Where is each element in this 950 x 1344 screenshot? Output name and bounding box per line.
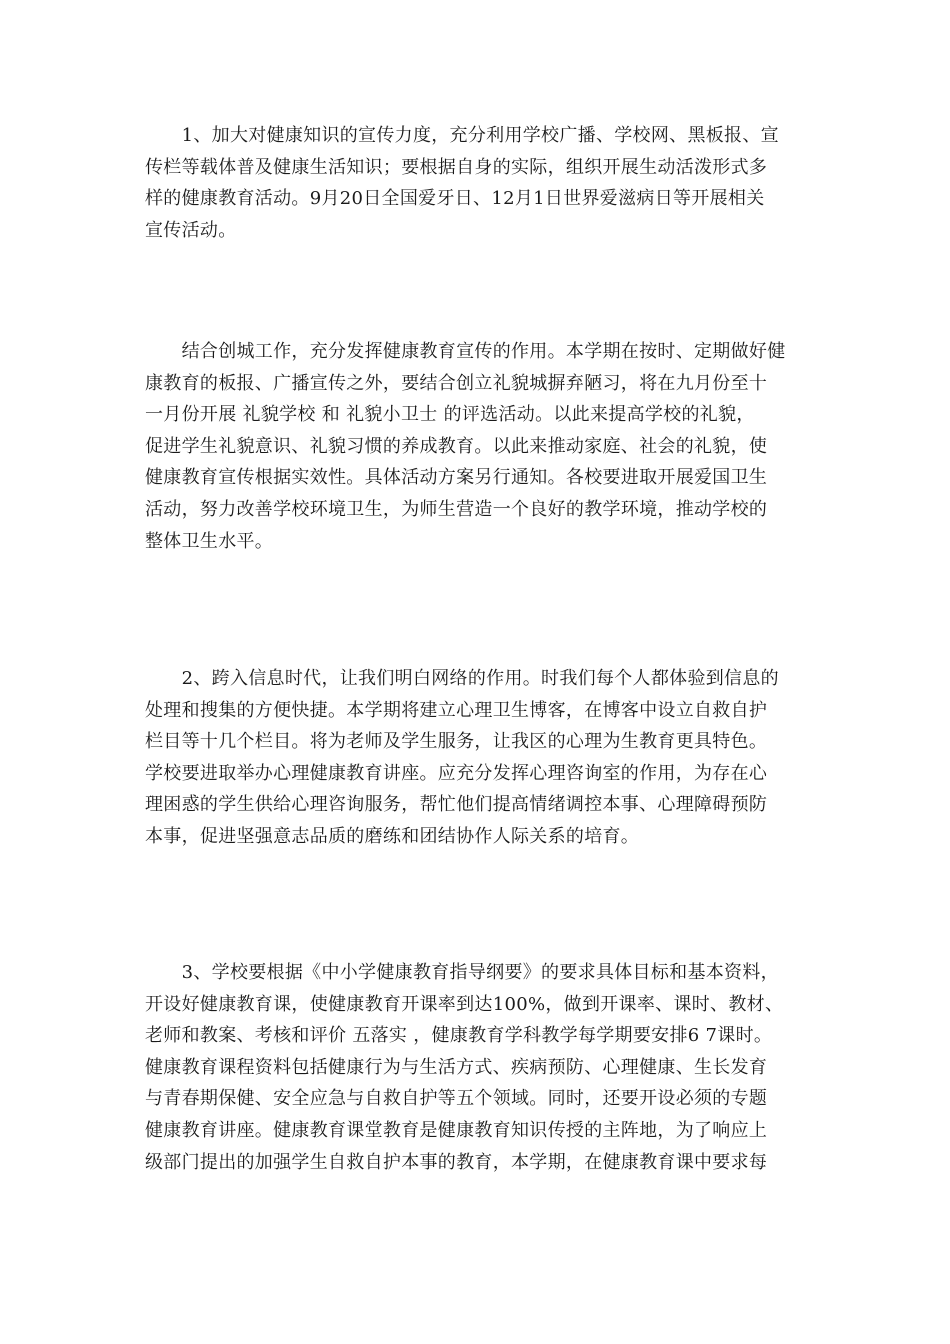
text-line: 3、学校要根据《中小学健康教育指导纲要》的要求具体目标和基本资料， bbox=[145, 962, 779, 983]
text-line: 整体卫生水平。 bbox=[145, 530, 274, 552]
text-line: 促进学生礼貌意识、礼貌习惯的养成教育。以此来推动家庭、社会的礼貌，使 bbox=[145, 435, 768, 457]
text-line: 本事，促进坚强意志品质的磨练和团结协作人际关系的培育。 bbox=[145, 825, 640, 847]
text-line: 健康教育讲座。健康教育课堂教育是健康教育知识传授的主阵地，为了响应上 bbox=[145, 1119, 768, 1141]
paragraph-3 bbox=[145, 663, 805, 853]
text-line: 级部门提出的加强学生自救自护本事的教育，本学期，在健康教育课中要求每 bbox=[145, 1151, 768, 1173]
text-line: 健康教育课程资料包括健康行为与生活方式、疾病预防、心理健康、生长发育 bbox=[145, 1056, 768, 1078]
text-line: 健康教育宣传根据实效性。具体活动方案另行通知。各校要进取开展爱国卫生 bbox=[145, 467, 768, 489]
paragraph-1 bbox=[145, 120, 805, 246]
text-line: 学校要进取举办心理健康教育讲座。应充分发挥心理咨询室的作用，为存在心 bbox=[145, 762, 768, 784]
text-line: 处理和搜集的方便快捷。本学期将建立心理卫生博客，在博客中设立自救自护 bbox=[145, 699, 768, 721]
text-line: 老师和教案、考核和评价 五落实 ，健康教育学科教学每学期要安排6 7课时。 bbox=[145, 1025, 773, 1047]
text-line: 结合创城工作，充分发挥健康教育宣传的作用。本学期在按时、定期做好健 bbox=[145, 341, 786, 362]
text-line: 宣传活动。 bbox=[145, 219, 237, 241]
text-line: 与青春期保健、安全应急与自救自护等五个领域。同时，还要开设必须的专题 bbox=[145, 1088, 768, 1110]
text-line: 一月份开展 礼貌学校 和 礼貌小卫士 的评选活动。以此来提高学校的礼貌， bbox=[145, 404, 755, 426]
text-line: 1、加大对健康知识的宣传力度，充分利用学校广播、学校网、黑板报、宣 bbox=[145, 125, 779, 146]
text-line: 2、跨入信息时代，让我们明白网络的作用。时我们每个人都体验到信息的 bbox=[145, 668, 779, 689]
text-line: 样的健康教育活动。9月20日全国爱牙日、12月1日世界爱滋病日等开展相关 bbox=[145, 188, 765, 210]
text-line: 栏目等十几个栏目。将为老师及学生服务，让我区的心理为生教育更具特色。 bbox=[145, 731, 768, 753]
text-line: 传栏等载体普及健康生活知识；要根据自身的实际，组织开展生动活泼形式多 bbox=[145, 156, 768, 178]
text-line: 活动，努力改善学校环境卫生，为师生营造一个良好的教学环境，推动学校的 bbox=[145, 498, 768, 520]
text-line: 开设好健康教育课，使健康教育开课率到达100%，做到开课率、课时、教材、 bbox=[145, 993, 784, 1015]
text-line: 理困惑的学生供给心理咨询服务，帮忙他们提高情绪调控本事、心理障碍预防 bbox=[145, 794, 768, 816]
paragraph-4 bbox=[145, 957, 805, 1178]
text-line: 康教育的板报、广播宣传之外，要结合创立礼貌城摒弃陋习，将在九月份至十 bbox=[145, 372, 768, 394]
paragraph-2 bbox=[145, 336, 805, 557]
